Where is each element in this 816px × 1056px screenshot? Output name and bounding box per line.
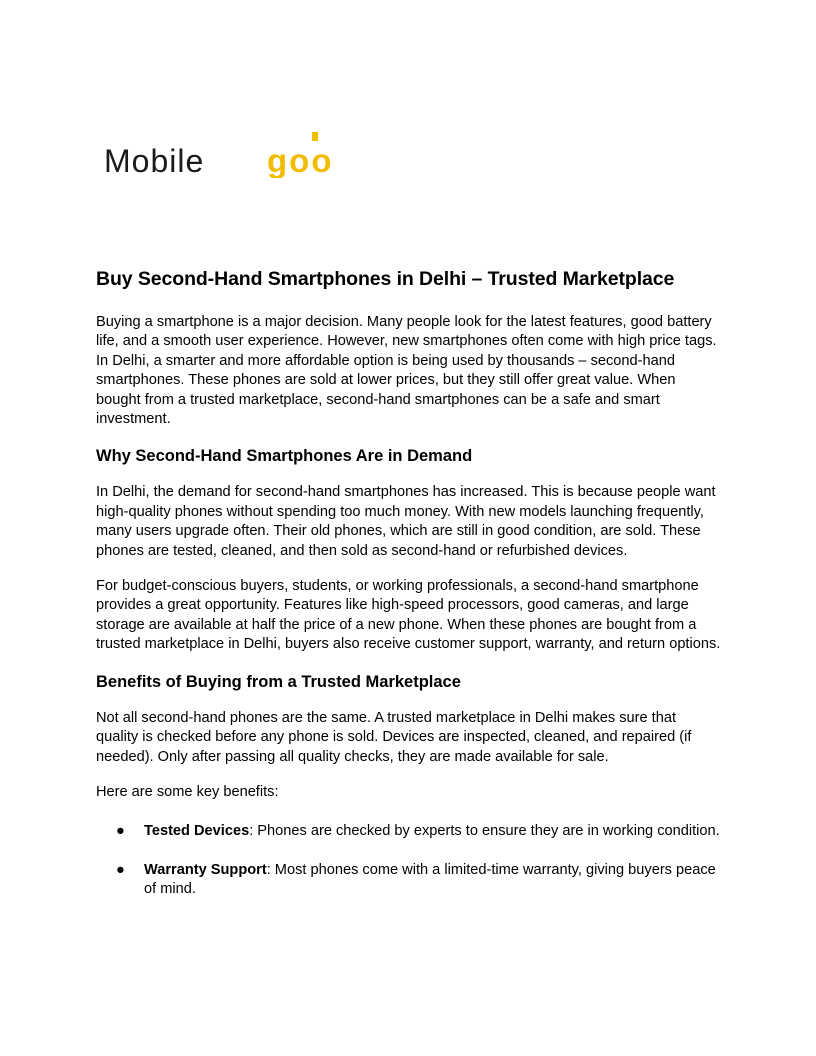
benefits-list [96,822,722,899]
brand-logo [104,128,394,178]
demand-paragraph-1: In Delhi, the demand for second-hand smartphones has increased. This is because people want high-quality phones without spending too much money. With new models launching frequently, many users upgrade often. Their old phones, which are still in good condition, are sold. These phones are tested, cleaned, and then sold as second-hand or refurbished devices. [96,484,716,559]
section-heading-demand: Why Second-Hand Smartphones Are in Demand [96,447,473,466]
logo-text-goo: goo [267,142,334,178]
benefits-paragraph-1: Not all second-hand phones are the same. A trusted marketplace in Delhi makes sure that quality is checked before any phone is sold. Devices are inspected, cleaned, and repaired (if needed). Only after passing all quality checks, they are made available for sale. [96,709,692,765]
logo-text-mobile: Mobile [104,143,205,178]
bullet-icon: ● [116,861,125,878]
benefit-term: Warranty Support [144,861,267,878]
section-heading-benefits: Benefits of Buying from a Trusted Marketplace [96,672,461,691]
benefit-term: Tested Devices [144,823,250,840]
mobilegoo-logo-icon [104,128,394,178]
demand-paragraph-2: For budget-conscious buyers, students, or working professionals, a second-hand smartphone provides a great opportunity. Features like high-speed processors, good cameras, and large storage are available at half the price of a new phone. When these phones are bought from a trusted marketplace in Delhi, buyers also receive customer support, warranty, and return options. [96,578,721,653]
logo-accent-mark [312,132,318,141]
benefit-text: : Phones are checked by experts to ensure they are in working condition. [249,823,720,840]
intro-paragraph: Buying a smartphone is a major decision. Many people look for the latest features, good battery life, and a smooth user experience. However, new smartphones often come with high price tags. In Delhi, a smarter and more affordable option is being used by thousands – second-hand smartphones. These phones are sold at lower prices, but they still offer great value. When bought from a trusted marketplace, second-hand smartphones can be a safe and smart investment. [96,314,717,428]
list-item [96,861,722,900]
benefits-paragraph-2: Here are some key benefits: [96,783,279,800]
article [96,265,722,919]
bullet-icon: ● [116,823,125,840]
list-item [96,822,722,841]
page-title: Buy Second-Hand Smartphones in Delhi – Trusted Marketplace [96,268,675,290]
benefit-text: : Most phones come with a limited-time warranty, giving buyers peace of mind. [144,861,716,898]
